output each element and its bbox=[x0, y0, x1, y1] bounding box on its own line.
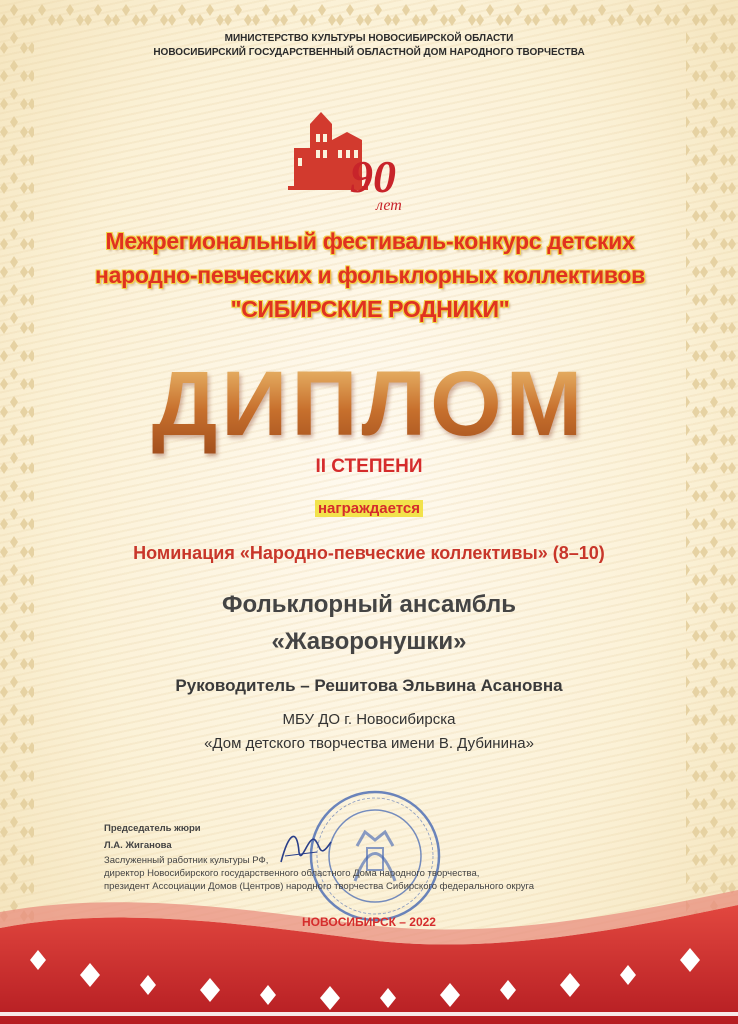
diploma-title: ДИПЛОМ bbox=[0, 352, 738, 457]
handwritten-signature bbox=[275, 822, 335, 872]
ensemble-line-1: Фольклорный ансамбль bbox=[221, 591, 516, 618]
house-header: НОВОСИБИРСКИЙ ГОСУДАРСТВЕННЫЙ ОБЛАСТНОЙ ДОМ НАРОДНОГО ТВОРЧЕСТВА bbox=[153, 47, 585, 58]
anniversary-logo bbox=[288, 112, 448, 217]
ensemble-line-2: «Жаворонушки» bbox=[271, 628, 467, 655]
jury-title-1: Заслуженный работник культуры РФ, bbox=[104, 855, 269, 866]
building-icon bbox=[288, 112, 448, 212]
jury-role: Председатель жюри bbox=[104, 823, 201, 834]
logo-word: лет bbox=[376, 197, 402, 212]
city-year: НОВОСИБИРСК – 2022 bbox=[302, 915, 436, 929]
diploma-degree: II СТЕПЕНИ bbox=[315, 456, 423, 477]
ministry-header: МИНИСТЕРСТВО КУЛЬТУРЫ НОВОСИБИРСКОЙ ОБЛАСТИ bbox=[224, 33, 514, 44]
awarded-text: награждается bbox=[315, 500, 423, 517]
nomination: Номинация «Народно-певческие коллективы» (8–10) bbox=[133, 543, 605, 563]
organization-line-1: МБУ ДО г. Новосибирска bbox=[282, 711, 456, 728]
jury-title-3: президент Ассоциации Домов (Центров) народного творчества Сибирского федерального округа bbox=[104, 881, 535, 892]
leader: Руководитель – Решитова Эльвина Асановна bbox=[175, 676, 563, 695]
awarded-label bbox=[0, 500, 738, 517]
organization-line-2: «Дом детского творчества имени В. Дубинина» bbox=[204, 735, 534, 752]
jury-title-2: директор Новосибирского государственного областного Дома народного творчества, bbox=[104, 868, 480, 879]
jury-name: Л.А. Жиганова bbox=[104, 840, 172, 851]
logo-number: 90 bbox=[350, 151, 396, 202]
festival-line-1: Межрегиональный фестиваль-конкурс детских bbox=[105, 228, 635, 254]
festival-line-3: "СИБИРСКИЕ РОДНИКИ" bbox=[230, 296, 510, 322]
festival-line-2: народно-певческих и фольклорных коллективов bbox=[94, 262, 646, 288]
